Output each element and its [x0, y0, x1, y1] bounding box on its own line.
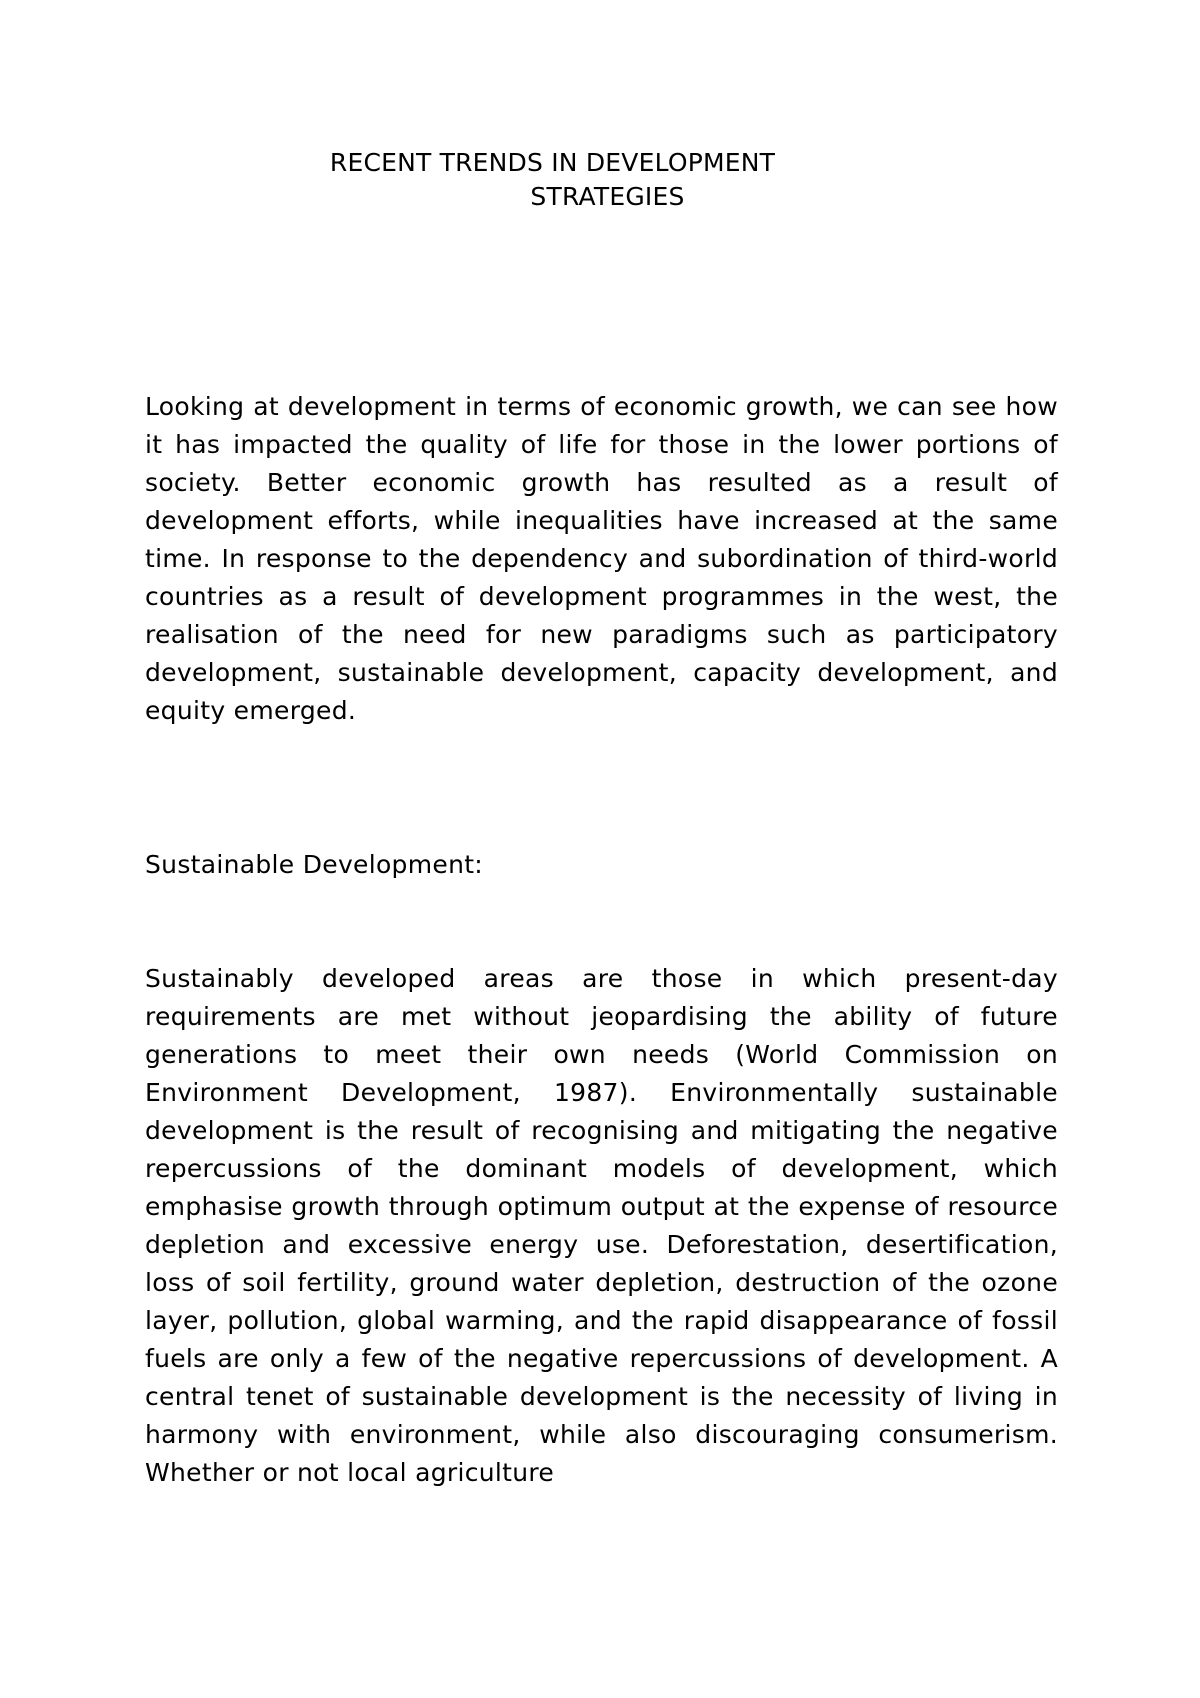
document-title [0, 146, 1200, 214]
intro-paragraph: Looking at development in terms of economic growth, we can see how it has impacted the quality of life for those in the lower portions of society. Better economic growth has resulted as a result of development efforts, while inequalities have increased at the same time. In response to the dependency and subordination of third-world countries as a result of development programmes in the west, the realisation of the need for new paradigms such as participatory development, sustainable development, capacity development, and equity emerged. [145, 392, 1058, 725]
title-line-1: RECENT TRENDS IN DEVELOPMENT [329, 148, 776, 177]
title-line-2: STRATEGIES [530, 182, 685, 211]
sustainable-development-paragraph: Sustainably developed areas are those in which present-day requirements are met without jeopardising the ability of future generations to meet their own needs (World Commission on Environment Development, 1987). Environmentally sustainable development is the result of recognising and mitigating the negative repercussions of the dominant models of development, which emphasise growth through optimum output at the expense of resource depletion and excessive energy use. Deforestation, desertification, loss of soil fertility, ground water depletion, destruction of the ozone layer, pollution, global warming, and the rapid disappearance of fossil fuels are only a few of the negative repercussions of development. A central tenet of sustainable development is the necessity of living in harmony with environment, while also discouraging consumerism. Whether or not local agriculture [145, 964, 1058, 1487]
section-heading: Sustainable Development: [145, 850, 484, 879]
